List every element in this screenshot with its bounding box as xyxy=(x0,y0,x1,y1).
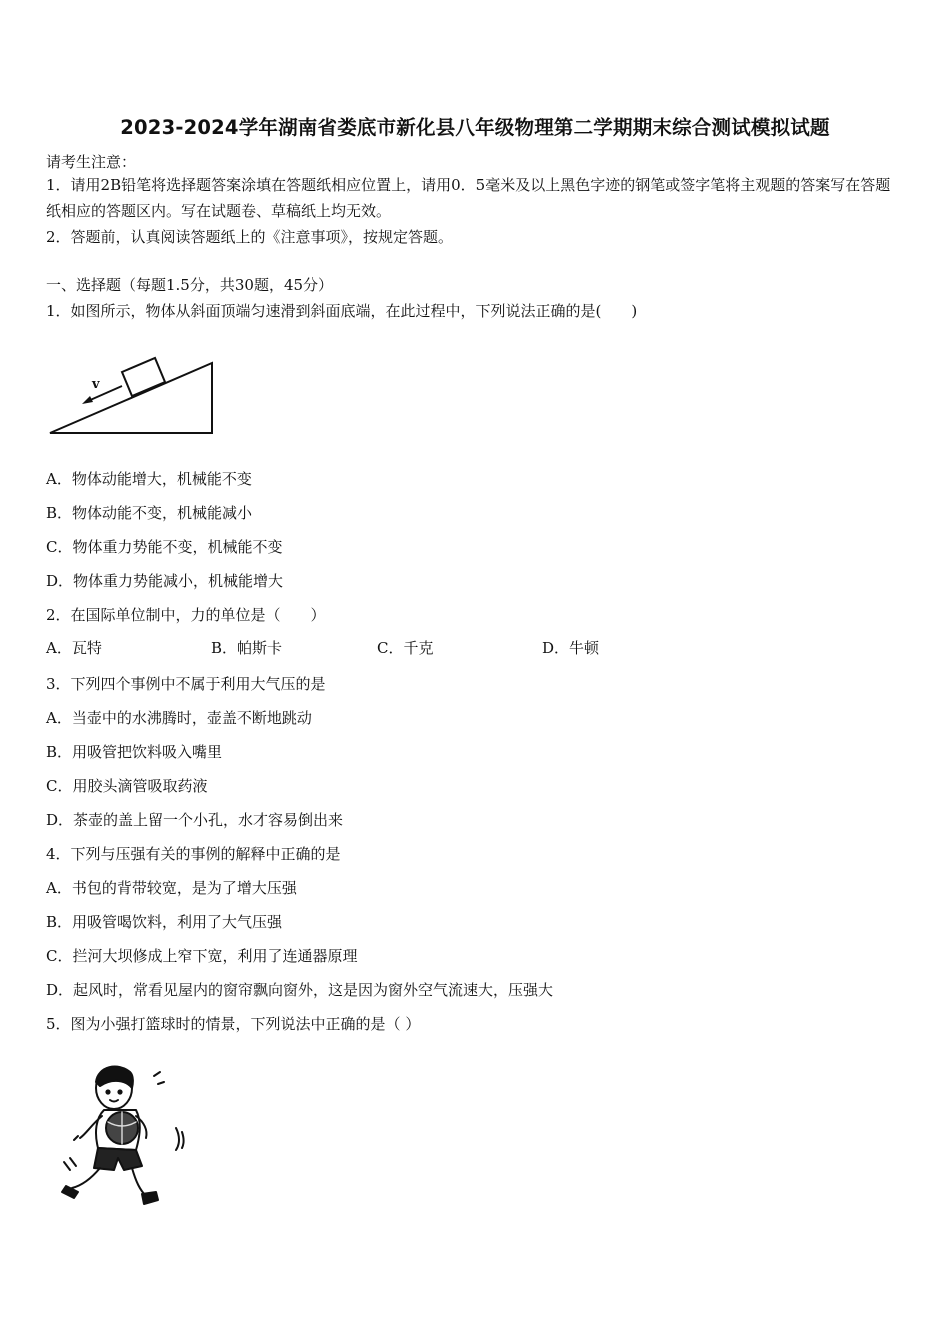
velocity-arrowhead xyxy=(82,396,93,404)
question-3-option-b: B．用吸管把饮料吸入嘴里 xyxy=(46,743,223,761)
player-left-leg xyxy=(72,1168,100,1188)
question-4-option-d: D．起风时，常看见屋内的窗帘飘向窗外，这是因为窗外空气流速大，压强大 xyxy=(46,981,554,999)
question-2-option-c: C．千克 xyxy=(377,639,434,657)
question-5-stem: 5．图为小强打篮球时的情景，下列说法中正确的是（ ） xyxy=(46,1015,421,1033)
question-3-option-d: D．茶壶的盖上留一个小孔，水才容易倒出来 xyxy=(46,811,344,829)
velocity-label: v xyxy=(92,377,100,392)
question-2-option-a: A．瓦特 xyxy=(46,639,102,657)
question-2-options xyxy=(46,638,746,658)
question-4-option-b: B．用吸管喝饮料，利用了大气压强 xyxy=(46,913,283,931)
section-heading: 一、选择题（每题1.5分，共30题，45分） xyxy=(46,276,334,294)
sliding-block xyxy=(122,358,165,396)
player-hair xyxy=(96,1067,133,1088)
notice-heading: 请考生注意： xyxy=(46,153,137,171)
question-4-stem: 4．下列与压强有关的事例的解释中正确的是 xyxy=(46,845,341,863)
player-shorts xyxy=(94,1148,142,1170)
player-right-leg xyxy=(132,1168,146,1196)
basketball-player-figure xyxy=(56,1058,188,1218)
question-3-option-c: C．用胶头滴管吸取药液 xyxy=(46,777,208,795)
incline-figure xyxy=(46,345,218,440)
question-3-stem: 3．下列四个事例中不属于利用大气压的是 xyxy=(46,675,326,693)
player-left-arm xyxy=(80,1116,102,1138)
question-1-option-b: B．物体动能不变，机械能减小 xyxy=(46,504,253,522)
question-2-stem: 2．在国际单位制中，力的单位是（ ） xyxy=(46,606,326,624)
question-3-option-a: A．当壶中的水沸腾时，壶盖不断地跳动 xyxy=(46,709,312,727)
notice-item-2: 2．答题前，认真阅读答题纸上的《注意事项》，按规定答题。 xyxy=(46,228,454,246)
question-1-option-a: A．物体动能增大，机械能不变 xyxy=(46,470,252,488)
question-2-option-d: D．牛顿 xyxy=(542,639,600,657)
exam-title: 2023-2024学年湖南省娄底市新化县八年级物理第二学期期末综合测试模拟试题 xyxy=(120,116,830,139)
question-1-stem: 1．如图所示，物体从斜面顶端匀速滑到斜面底端，在此过程中，下列说法正确的是( ) xyxy=(46,302,638,320)
question-2-option-b: B．帕斯卡 xyxy=(211,639,283,657)
question-4-option-c: C．拦河大坝修成上窄下宽，利用了连通器原理 xyxy=(46,947,358,965)
question-1-option-d: D．物体重力势能减小，机械能增大 xyxy=(46,572,284,590)
question-1-option-c: C．物体重力势能不变，机械能不变 xyxy=(46,538,283,556)
question-4-option-a: A．书包的背带较宽，是为了增大压强 xyxy=(46,879,297,897)
notice-item-1: 1．请用2B铅笔将选择题答案涂填在答题纸相应位置上，请用0．5毫米及以上黑色字迹的钢笔或签字笔将主观题的答案写在答题纸相应的答题区内。写在试题卷、草稿纸上均无效。 xyxy=(46,176,891,220)
